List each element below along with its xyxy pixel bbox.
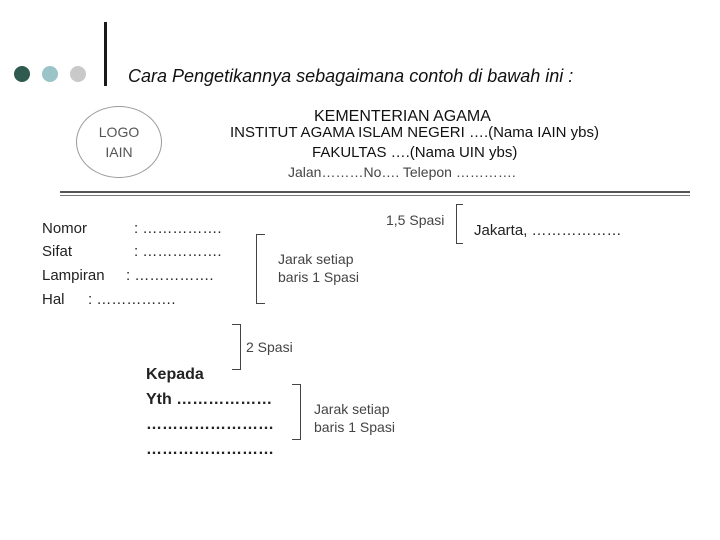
line-spacing-note-1-line1: Jarak setiap (278, 251, 354, 267)
recipient-yth: Yth ……………… (146, 391, 273, 408)
faculty-name: FAKULTAS ….(Nama UIN ybs) (312, 144, 518, 161)
letter-date: Jakarta, ……………… (474, 222, 622, 239)
logo-text: LOGO (98, 124, 140, 140)
slide-title: Cara Pengetikannya sebagaimana contoh di bawah ini : (128, 66, 574, 86)
light-teal-dot-icon (42, 66, 58, 82)
nomor-value: : ……………. (134, 220, 222, 237)
recipient-kepada: Kepada (146, 366, 204, 383)
sifat-value: : ……………. (134, 243, 222, 260)
line-spacing-brace-1 (256, 234, 265, 304)
letterhead-rule-thick (60, 191, 690, 193)
hal-value: : ……………. (88, 291, 176, 308)
institute-name: INSTITUT AGAMA ISLAM NEGERI ….(Nama IAIN ybs) (230, 124, 599, 141)
line-spacing-note-2-line1: Jarak setiap (314, 401, 390, 417)
line-spacing-note-2-line2: baris 1 Spasi (314, 419, 395, 435)
dark-teal-dot-icon (14, 66, 30, 82)
line-spacing-note-1-line2: baris 1 Spasi (278, 269, 359, 285)
sifat-label: Sifat (42, 243, 73, 260)
logo-placeholder (76, 106, 162, 178)
recipient-address-line-1: …………………… (146, 416, 274, 433)
letterhead-rule-thin (60, 195, 690, 196)
line-spacing-brace-2 (292, 384, 301, 440)
spacing-2-brace (232, 324, 241, 370)
logo-subtext: IAIN (105, 144, 133, 160)
recipient-address-line-2: …………………… (146, 441, 274, 458)
hal-label: Hal (42, 291, 65, 308)
spacing-2-note: 2 Spasi (246, 339, 293, 355)
nomor-label: Nomor (42, 220, 88, 237)
vertical-divider (104, 22, 107, 86)
spacing-1-5-note: 1,5 Spasi (386, 212, 445, 228)
lampiran-value: : ……………. (126, 267, 214, 284)
spacing-1-5-brace (456, 204, 463, 244)
gray-dot-icon (70, 66, 86, 82)
ministry-name: KEMENTERIAN AGAMA (314, 108, 491, 125)
lampiran-label: Lampiran (42, 267, 105, 284)
address-line: Jalan………No…. Telepon …………. (288, 164, 516, 180)
